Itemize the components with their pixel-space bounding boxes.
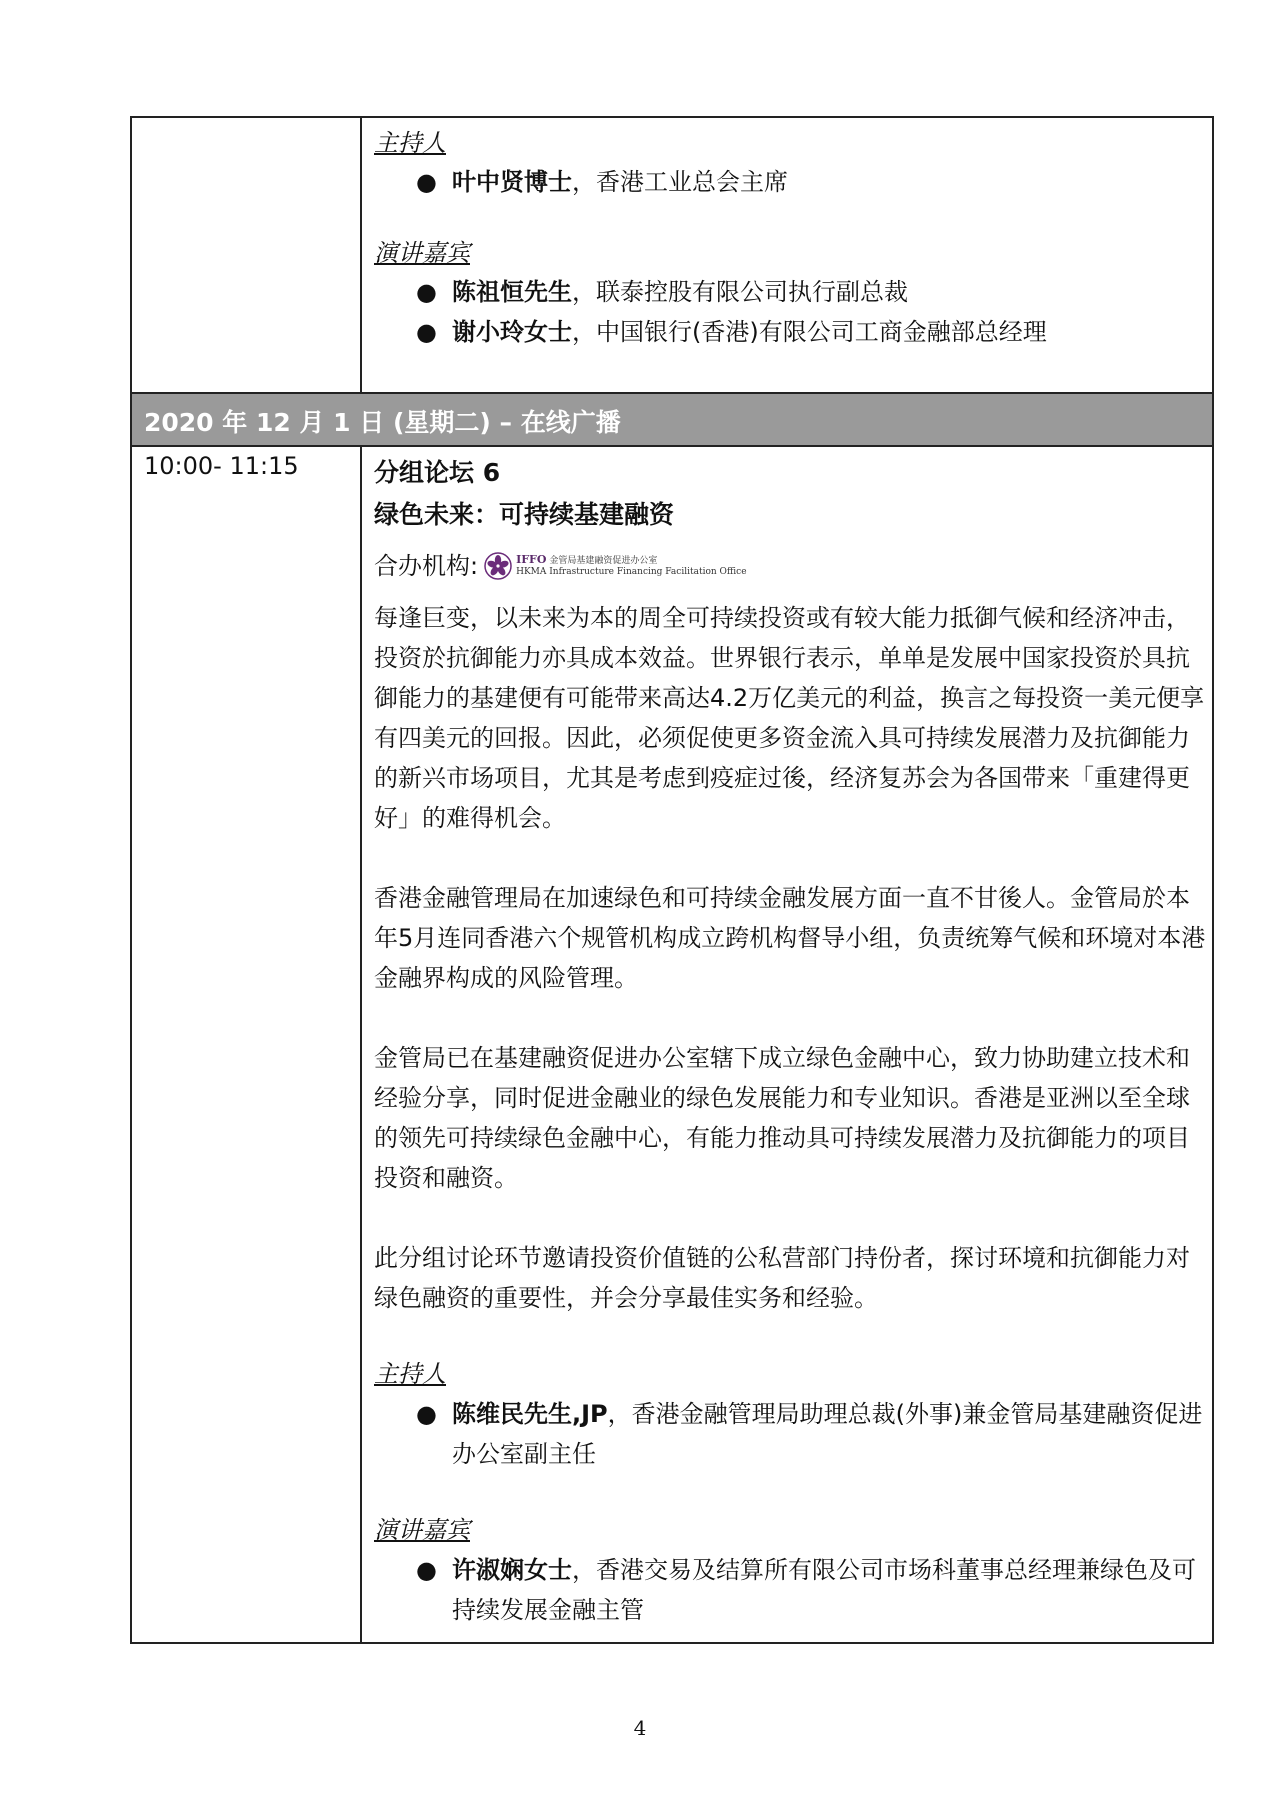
paragraph: 香港金融管理局在加速绿色和可持续金融发展方面一直不甘後人。金管局於本年5月连同香港六个规管机构成立跨机构督导小组，负责统筹气候和环境对本港金融界构成的风险管理。 bbox=[374, 884, 1206, 992]
speaker-role: ，中国银行(香港)有限公司工商金融部总经理 bbox=[572, 318, 1047, 346]
page-number: 4 bbox=[633, 1716, 647, 1740]
session-number: 分组论坛 6 bbox=[374, 458, 501, 487]
speaker-name: 陈祖恒先生 bbox=[452, 278, 572, 306]
column-divider bbox=[360, 447, 362, 1642]
speakers-label: 演讲嘉宾 bbox=[374, 1516, 470, 1544]
bullet-icon: ● bbox=[416, 1556, 437, 1584]
speaker-name: 许淑娴女士 bbox=[452, 1556, 572, 1584]
paragraph: 每逢巨变，以未来为本的周全可持续投资或有较大能力抵御气候和经济冲击，投资於抗御能力亦具成本效益。世界银行表示，单单是发展中国家投资於具抗御能力的基建便有可能带来高达4.2万亿美元的利益，换言之每投资一美元便享有四美元的回报。因此，必须促使更多资金流入具可持续发展潜力及抗御能力的新兴市场项目，尤其是考虑到疫症过後，经济复苏会为各国带来「重建得更好」的难得机会。 bbox=[374, 604, 1205, 832]
host-role: ，香港工业总会主席 bbox=[572, 168, 788, 196]
host-item bbox=[374, 162, 1206, 202]
host-label: 主持人 bbox=[374, 129, 446, 157]
date-header-row bbox=[132, 392, 1212, 447]
session-details bbox=[374, 452, 1206, 1630]
logo-abbr: IFFO bbox=[516, 553, 547, 566]
host-name: 陈维民先生,JP bbox=[452, 1400, 608, 1428]
coorganizer-label: 合办机构: bbox=[374, 552, 479, 580]
bullet-icon: ● bbox=[416, 1400, 437, 1428]
bullet-icon: ● bbox=[416, 168, 437, 196]
speaker-item bbox=[374, 1550, 1206, 1630]
logo-en: HKMA Infrastructure Financing Facilitation Office bbox=[516, 567, 747, 577]
speaker-role: ，联泰控股有限公司执行副总裁 bbox=[572, 278, 908, 306]
speaker-item bbox=[374, 272, 1206, 312]
speaker-role: ，香港交易及结算所有限公司市场科董事总经理兼绿色及可持续发展金融主管 bbox=[452, 1556, 1196, 1624]
session-time: 10:00- 11:15 bbox=[144, 452, 299, 480]
host-label: 主持人 bbox=[374, 1360, 446, 1388]
iffo-logo bbox=[484, 552, 746, 580]
date-header: 2020 年 12 月 1 日 (星期二) – 在线广播 bbox=[144, 408, 621, 437]
agenda-table bbox=[130, 116, 1214, 1644]
column-divider bbox=[360, 118, 362, 392]
paragraph: 此分组讨论环节邀请投资价值链的公私营部门持份者，探讨环境和抗御能力对绿色融资的重要性，并会分享最佳实务和经验。 bbox=[374, 1244, 1190, 1312]
speaker-item bbox=[374, 312, 1206, 352]
logo-cn: 金管局基建融资促进办公室 bbox=[549, 556, 658, 566]
speaker-name: 谢小玲女士 bbox=[452, 318, 572, 346]
bullet-icon: ● bbox=[416, 278, 437, 306]
paragraph: 金管局已在基建融资促进办公室辖下成立绿色金融中心，致力协助建立技术和经验分享，同时促进金融业的绿色发展能力和专业知识。香港是亚洲以至全球的领先可持续绿色金融中心，有能力推动具可持续发展潜力及抗御能力的项目投资和融资。 bbox=[374, 1044, 1190, 1192]
bauhinia-icon bbox=[484, 552, 512, 580]
host-name: 叶中贤博士 bbox=[452, 168, 572, 196]
bullet-icon: ● bbox=[416, 318, 437, 346]
host-item bbox=[374, 1394, 1206, 1474]
speakers-label: 演讲嘉宾 bbox=[374, 239, 470, 267]
coorganizer-row bbox=[374, 546, 1206, 586]
session-title: 绿色未来：可持续基建融资 bbox=[374, 500, 675, 529]
previous-session-speakers bbox=[374, 124, 1206, 352]
host-role: ，香港金融管理局助理总裁(外事)兼金管局基建融资促进办公室副主任 bbox=[452, 1400, 1203, 1468]
